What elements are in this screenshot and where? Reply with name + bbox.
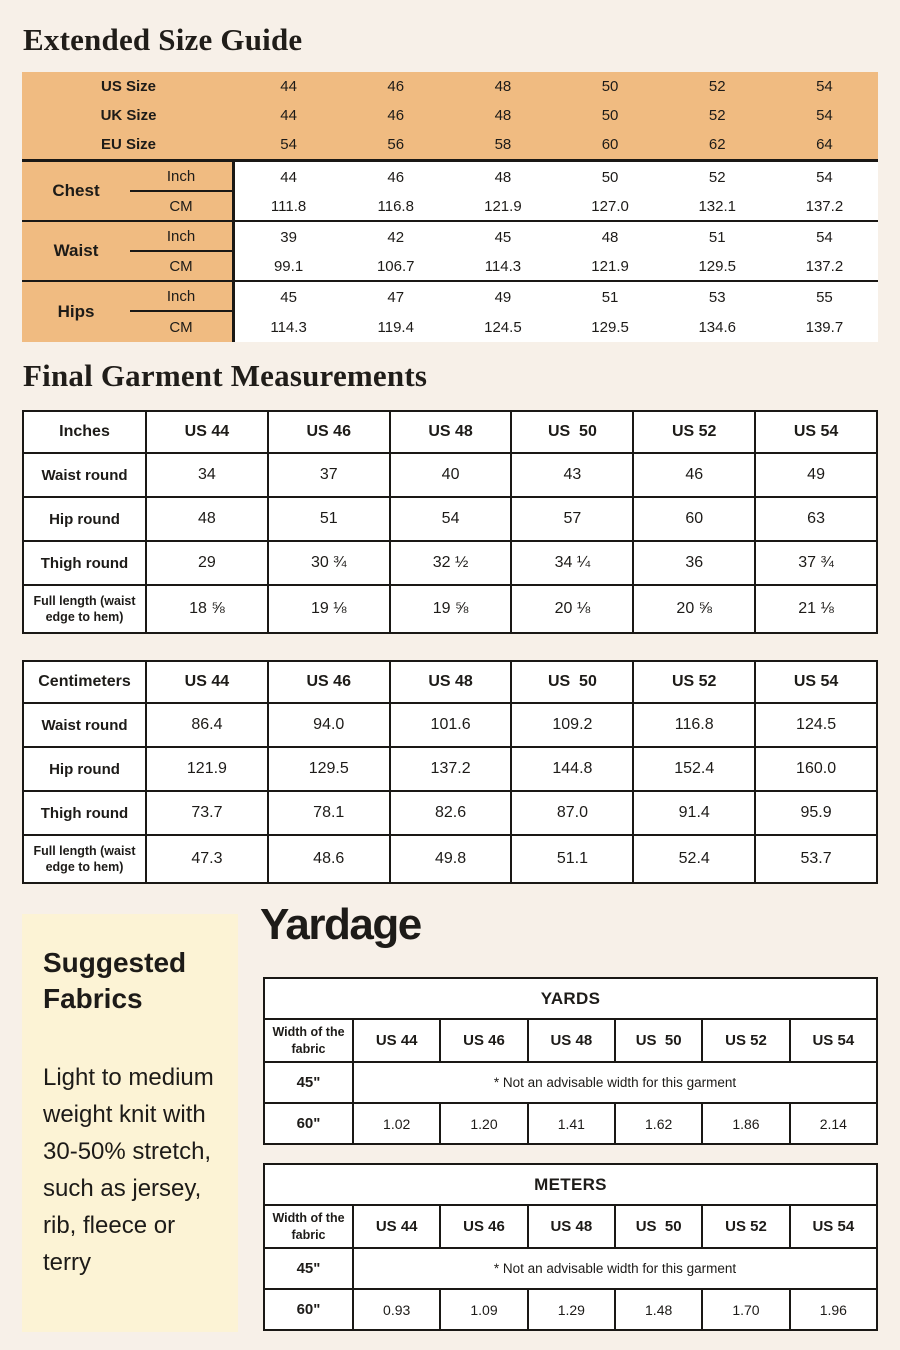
fabric-width-label: 45" — [264, 1248, 353, 1289]
cell-value: 101.6 — [390, 703, 512, 747]
page-title-extended-size-guide: Extended Size Guide — [23, 22, 303, 57]
cell-value: 46 — [633, 453, 755, 497]
unit-column-header: Inches — [23, 411, 146, 453]
fabric-width-header: Width of the fabric — [264, 1019, 353, 1062]
measurement-name: Waist — [22, 222, 130, 282]
cell-value: 21 ⅛ — [755, 585, 877, 633]
cell-value: 86.4 — [146, 703, 268, 747]
measurement-value: 52 — [708, 168, 726, 186]
suggested-fabrics-heading: Suggested Fabrics — [43, 947, 187, 1014]
cell-value: 124.5 — [755, 703, 877, 747]
measurement-value: 42 — [387, 228, 405, 246]
measurement-value: 48 — [494, 168, 512, 186]
unit-label: Inch — [130, 282, 235, 312]
measurement-value: 46 — [387, 168, 405, 186]
cell-value: 91.4 — [633, 791, 755, 835]
fabric-width-label: 60" — [264, 1289, 353, 1330]
measurement-value: 99.1 — [235, 252, 342, 282]
size-column-header: US 52 — [702, 1205, 789, 1248]
size-column-header: US 48 — [528, 1019, 615, 1062]
row-label: Hip round — [23, 747, 146, 791]
unit-column-header: Centimeters — [23, 661, 146, 703]
size-column-header: US 50 — [511, 411, 633, 453]
row-label: Full length (waist edge to hem) — [23, 835, 146, 883]
row-label: Hip round — [23, 497, 146, 541]
size-value: 54 — [280, 136, 297, 153]
size-value: 56 — [387, 136, 405, 153]
size-system-label: EU Size — [100, 136, 157, 153]
cell-value: 32 ½ — [390, 541, 512, 585]
measurement-value: 55 — [816, 288, 833, 306]
measurement-value: 129.5 — [664, 252, 771, 282]
size-conversion-header — [22, 72, 878, 162]
cell-value: 52.4 — [633, 835, 755, 883]
size-value: 46 — [387, 107, 405, 124]
measurement-value: 114.3 — [449, 252, 556, 282]
unit-label: CM — [130, 312, 235, 342]
cell-value: 60 — [633, 497, 755, 541]
fabric-width-header: Width of the fabric — [264, 1205, 353, 1248]
cell-value: 137.2 — [390, 747, 512, 791]
cell-value: 40 — [390, 453, 512, 497]
measurement-value: 45 — [280, 288, 297, 306]
cell-value: 121.9 — [146, 747, 268, 791]
cell-value: 47.3 — [146, 835, 268, 883]
size-value: 54 — [816, 78, 833, 95]
size-column-header: US 46 — [268, 661, 390, 703]
page-title-final-garment-measurements: Final Garment Measurements — [23, 358, 428, 393]
suggested-fabrics-box — [22, 914, 238, 1332]
size-column-header: US 46 — [268, 411, 390, 453]
yardage-title: Yardage — [260, 900, 421, 949]
size-value: 44 — [280, 107, 297, 124]
body-measurements — [22, 162, 878, 342]
cell-value: 54 — [390, 497, 512, 541]
measurement-value: 49 — [494, 288, 512, 306]
width-note: * Not an advisable width for this garment — [353, 1248, 877, 1289]
cell-value: 30 ¾ — [268, 541, 390, 585]
cell-value: 95.9 — [755, 791, 877, 835]
fabric-width-label: 45" — [264, 1062, 353, 1103]
size-system-label: US Size — [100, 78, 157, 95]
size-value: 62 — [708, 136, 726, 153]
measurement-value: 106.7 — [342, 252, 449, 282]
size-value: 52 — [708, 107, 726, 124]
measurement-value: 121.9 — [556, 252, 663, 282]
meters-table-title: METERS — [264, 1164, 877, 1205]
size-column-header: US 44 — [146, 661, 268, 703]
unit-label: Inch — [130, 222, 235, 252]
size-system-label: UK Size — [100, 107, 157, 124]
row-label: Full length (waist edge to hem) — [23, 585, 146, 633]
size-value: 48 — [494, 107, 512, 124]
measurement-value: 124.5 — [484, 318, 522, 336]
measurement-value: 129.5 — [591, 318, 629, 336]
yardage-value: 1.62 — [615, 1103, 702, 1144]
garment-table-centimeters — [22, 660, 878, 884]
cell-value: 48 — [146, 497, 268, 541]
size-column-header: US 54 — [755, 661, 877, 703]
size-value: 46 — [387, 78, 405, 95]
cell-value: 109.2 — [511, 703, 633, 747]
cell-value: 36 — [633, 541, 755, 585]
size-column-header: US 44 — [146, 411, 268, 453]
yardage-value: 1.70 — [702, 1289, 789, 1330]
measurement-value: 44 — [280, 168, 297, 186]
cell-value: 19 ⅝ — [390, 585, 512, 633]
cell-value: 51.1 — [511, 835, 633, 883]
size-value: 50 — [601, 107, 619, 124]
row-label: Waist round — [23, 453, 146, 497]
size-value: 60 — [601, 136, 619, 153]
cell-value: 87.0 — [511, 791, 633, 835]
measurement-value: 48 — [601, 228, 619, 246]
yardage-value: 1.41 — [528, 1103, 615, 1144]
yardage-value: 1.96 — [790, 1289, 877, 1330]
meters-table — [263, 1163, 878, 1331]
cell-value: 73.7 — [146, 791, 268, 835]
cell-value: 94.0 — [268, 703, 390, 747]
measurement-value: 51 — [601, 288, 619, 306]
measurement-value: 137.2 — [771, 252, 878, 282]
unit-label: CM — [130, 252, 235, 282]
extended-size-chart — [22, 72, 878, 342]
size-column-header: US 48 — [528, 1205, 615, 1248]
size-column-header: US 50 — [511, 661, 633, 703]
cell-value: 78.1 — [268, 791, 390, 835]
measurement-value: 139.7 — [805, 318, 844, 336]
unit-label: CM — [130, 192, 235, 222]
yardage-value: 1.20 — [440, 1103, 527, 1144]
cell-value: 49.8 — [390, 835, 512, 883]
measurement-value: 119.4 — [377, 318, 414, 336]
size-column-header: US 48 — [390, 661, 512, 703]
cell-value: 53.7 — [755, 835, 877, 883]
cell-value: 152.4 — [633, 747, 755, 791]
size-column-header: US 52 — [702, 1019, 789, 1062]
measurement-value: 54 — [816, 228, 833, 246]
fabric-width-label: 60" — [264, 1103, 353, 1144]
size-column-header: US 54 — [755, 411, 877, 453]
yardage-value: 1.48 — [615, 1289, 702, 1330]
size-value: 54 — [816, 107, 833, 124]
cell-value: 34 — [146, 453, 268, 497]
cell-value: 48.6 — [268, 835, 390, 883]
measurement-value: 114.3 — [270, 318, 307, 336]
cell-value: 129.5 — [268, 747, 390, 791]
size-column-header: US 54 — [790, 1019, 877, 1062]
row-label: Thigh round — [23, 541, 146, 585]
size-value: 44 — [280, 78, 297, 95]
yardage-value: 2.14 — [790, 1103, 877, 1144]
cell-value: 19 ⅛ — [268, 585, 390, 633]
measurement-value: 134.6 — [698, 318, 737, 336]
cell-value: 18 ⅝ — [146, 585, 268, 633]
unit-label: Inch — [130, 162, 235, 192]
size-column-header: US 44 — [353, 1205, 440, 1248]
cell-value: 49 — [755, 453, 877, 497]
measurement-value: 132.1 — [664, 192, 771, 222]
cell-value: 37 — [268, 453, 390, 497]
row-label: Waist round — [23, 703, 146, 747]
size-column-header: US 46 — [440, 1019, 527, 1062]
yards-table-title: YARDS — [264, 978, 877, 1019]
measurement-name: Hips — [22, 282, 130, 342]
yardage-value: 1.02 — [353, 1103, 440, 1144]
measurement-name: Chest — [22, 162, 130, 222]
size-column-header: US 52 — [633, 411, 755, 453]
cell-value: 20 ⅛ — [511, 585, 633, 633]
yards-table — [263, 977, 878, 1145]
cell-value: 37 ¾ — [755, 541, 877, 585]
yardage-value: 1.29 — [528, 1289, 615, 1330]
measurement-value: 137.2 — [771, 192, 878, 222]
cell-value: 29 — [146, 541, 268, 585]
width-note: * Not an advisable width for this garment — [353, 1062, 877, 1103]
measurement-value: 53 — [708, 288, 726, 306]
yardage-value: 0.93 — [353, 1289, 440, 1330]
cell-value: 116.8 — [633, 703, 755, 747]
measurement-value: 111.8 — [235, 192, 342, 222]
size-column-header: US 50 — [615, 1019, 702, 1062]
measurement-value: 50 — [601, 168, 619, 186]
size-value: 48 — [494, 78, 512, 95]
cell-value: 82.6 — [390, 791, 512, 835]
cell-value: 34 ¼ — [511, 541, 633, 585]
suggested-fabrics-text: Light to medium weight knit with 30-50% stretch, such as jersey, rib, fleece or terry — [43, 1064, 214, 1276]
size-value: 58 — [494, 136, 512, 153]
garment-table-inches — [22, 410, 878, 634]
size-column-header: US 46 — [440, 1205, 527, 1248]
measurement-value: 121.9 — [449, 192, 556, 222]
size-column-header: US 54 — [790, 1205, 877, 1248]
size-value: 50 — [601, 78, 619, 95]
cell-value: 63 — [755, 497, 877, 541]
size-column-header: US 52 — [633, 661, 755, 703]
measurement-value: 54 — [816, 168, 833, 186]
measurement-value: 51 — [708, 228, 726, 246]
cell-value: 160.0 — [755, 747, 877, 791]
cell-value: 144.8 — [511, 747, 633, 791]
cell-value: 43 — [511, 453, 633, 497]
cell-value: 51 — [268, 497, 390, 541]
yardage-value: 1.09 — [440, 1289, 527, 1330]
yardage-value: 1.86 — [702, 1103, 789, 1144]
measurement-value: 116.8 — [342, 192, 449, 222]
cell-value: 20 ⅝ — [633, 585, 755, 633]
cell-value: 57 — [511, 497, 633, 541]
measurement-value: 45 — [494, 228, 512, 246]
row-label: Thigh round — [23, 791, 146, 835]
size-value: 64 — [816, 136, 833, 153]
measurement-value: 39 — [280, 228, 297, 246]
measurement-value: 47 — [387, 288, 405, 306]
measurement-value: 127.0 — [556, 192, 663, 222]
size-column-header: US 50 — [615, 1205, 702, 1248]
size-column-header: US 44 — [353, 1019, 440, 1062]
size-value: 52 — [708, 78, 726, 95]
size-column-header: US 48 — [390, 411, 512, 453]
